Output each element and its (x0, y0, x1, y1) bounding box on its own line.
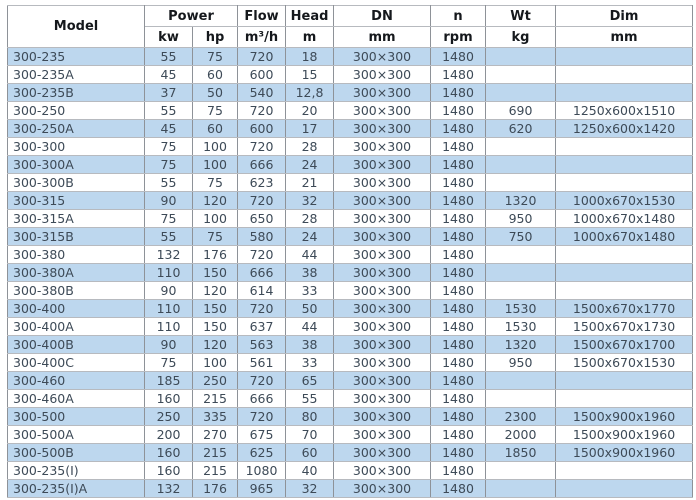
table-row (8, 444, 693, 462)
table-cell (556, 462, 693, 480)
table-cell: 120 (193, 336, 238, 354)
table-cell: 100 (193, 354, 238, 372)
table-cell: 580 (238, 228, 286, 246)
table-cell: 1480 (431, 462, 486, 480)
table-cell: 270 (193, 426, 238, 444)
table-cell: 24 (286, 156, 334, 174)
table-cell (486, 156, 556, 174)
table-cell: 100 (193, 210, 238, 228)
table-cell (486, 480, 556, 498)
table-cell: 1480 (431, 372, 486, 390)
table-cell (556, 48, 693, 66)
table-cell: 2000 (486, 426, 556, 444)
table-row (8, 300, 693, 318)
table-cell: 132 (145, 480, 193, 498)
table-cell: 250 (145, 408, 193, 426)
table-cell: 300×300 (334, 282, 431, 300)
model-cell: 300-250A (8, 120, 145, 138)
header-model: Model (8, 6, 145, 48)
table-cell: 1480 (431, 102, 486, 120)
header-unit-dim: mm (556, 27, 693, 48)
table-cell: 690 (486, 102, 556, 120)
table-row (8, 462, 693, 480)
table-cell: 90 (145, 282, 193, 300)
table-cell: 45 (145, 120, 193, 138)
table-cell: 1500x670x1770 (556, 300, 693, 318)
model-cell: 300-300A (8, 156, 145, 174)
table-row (8, 48, 693, 66)
table-cell: 300×300 (334, 426, 431, 444)
model-cell: 300-380 (8, 246, 145, 264)
table-cell: 150 (193, 300, 238, 318)
header-unit-dn: mm (334, 27, 431, 48)
table-cell: 1480 (431, 138, 486, 156)
table-row (8, 318, 693, 336)
table-cell: 300×300 (334, 300, 431, 318)
table-cell: 215 (193, 462, 238, 480)
table-cell: 75 (193, 174, 238, 192)
table-cell: 1480 (431, 444, 486, 462)
table-cell: 90 (145, 336, 193, 354)
table-cell: 1250x600x1510 (556, 102, 693, 120)
table-cell: 110 (145, 264, 193, 282)
model-cell: 300-460 (8, 372, 145, 390)
table-cell (486, 48, 556, 66)
table-cell (556, 282, 693, 300)
table-cell: 150 (193, 318, 238, 336)
table-cell: 720 (238, 48, 286, 66)
table-row (8, 336, 693, 354)
table-cell: 620 (486, 120, 556, 138)
header-flow: Flow (238, 6, 286, 27)
table-cell: 80 (286, 408, 334, 426)
table-cell (556, 390, 693, 408)
table-cell: 24 (286, 228, 334, 246)
table-cell: 176 (193, 246, 238, 264)
table-cell: 75 (193, 48, 238, 66)
table-cell (556, 138, 693, 156)
table-cell: 1530 (486, 318, 556, 336)
table-cell: 300×300 (334, 264, 431, 282)
table-cell (556, 246, 693, 264)
table-row (8, 282, 693, 300)
table-cell: 1500x900x1960 (556, 444, 693, 462)
table-cell: 300×300 (334, 174, 431, 192)
table-cell: 12,8 (286, 84, 334, 102)
table-cell: 720 (238, 300, 286, 318)
table-cell: 1850 (486, 444, 556, 462)
table-cell: 65 (286, 372, 334, 390)
table-cell: 1250x600x1420 (556, 120, 693, 138)
table-cell: 1320 (486, 336, 556, 354)
table-cell: 300×300 (334, 120, 431, 138)
table-cell: 300×300 (334, 372, 431, 390)
table-cell (486, 264, 556, 282)
table-cell (556, 84, 693, 102)
table-cell: 623 (238, 174, 286, 192)
model-cell: 300-300 (8, 138, 145, 156)
table-cell: 300×300 (334, 66, 431, 84)
table-row (8, 120, 693, 138)
model-cell: 300-380B (8, 282, 145, 300)
table-row (8, 228, 693, 246)
table-cell (486, 372, 556, 390)
table-cell: 50 (193, 84, 238, 102)
table-cell: 1480 (431, 318, 486, 336)
table-cell: 300×300 (334, 354, 431, 372)
model-cell: 300-235 (8, 48, 145, 66)
table-cell: 37 (145, 84, 193, 102)
table-cell: 60 (193, 120, 238, 138)
table-cell: 720 (238, 102, 286, 120)
table-cell: 75 (193, 228, 238, 246)
table-cell: 650 (238, 210, 286, 228)
table-cell: 600 (238, 66, 286, 84)
table-body (8, 48, 693, 498)
table-row (8, 264, 693, 282)
table-cell: 176 (193, 480, 238, 498)
table-cell: 720 (238, 138, 286, 156)
table-cell (486, 462, 556, 480)
table-cell: 32 (286, 192, 334, 210)
table-cell: 300×300 (334, 48, 431, 66)
model-cell: 300-235(I) (8, 462, 145, 480)
header-wt: Wt (486, 6, 556, 27)
table-row (8, 480, 693, 498)
model-cell: 300-500B (8, 444, 145, 462)
table-cell: 75 (193, 102, 238, 120)
header-unit-head: m (286, 27, 334, 48)
table-cell: 1480 (431, 336, 486, 354)
header-n: n (431, 6, 486, 27)
table-cell: 55 (145, 228, 193, 246)
model-cell: 300-315A (8, 210, 145, 228)
table-cell: 950 (486, 354, 556, 372)
table-cell: 300×300 (334, 102, 431, 120)
header-dn: DN (334, 6, 431, 27)
table-cell: 120 (193, 192, 238, 210)
table-cell: 300×300 (334, 192, 431, 210)
table-cell (486, 84, 556, 102)
table-cell: 1480 (431, 228, 486, 246)
table-cell: 33 (286, 282, 334, 300)
model-cell: 300-235(I)A (8, 480, 145, 498)
table-cell (486, 138, 556, 156)
table-cell: 750 (486, 228, 556, 246)
table-cell (486, 66, 556, 84)
table-cell: 1000x670x1480 (556, 210, 693, 228)
table-cell: 300×300 (334, 462, 431, 480)
table-cell: 90 (145, 192, 193, 210)
table-cell: 300×300 (334, 318, 431, 336)
table-cell: 720 (238, 408, 286, 426)
table-cell: 2300 (486, 408, 556, 426)
table-cell: 666 (238, 390, 286, 408)
table-cell: 563 (238, 336, 286, 354)
table-cell: 1480 (431, 246, 486, 264)
table-cell: 1480 (431, 120, 486, 138)
table-cell (486, 282, 556, 300)
table-cell: 1320 (486, 192, 556, 210)
table-cell: 1480 (431, 66, 486, 84)
table-cell: 1480 (431, 408, 486, 426)
table-cell: 55 (145, 48, 193, 66)
model-cell: 300-460A (8, 390, 145, 408)
table-cell: 1500x670x1700 (556, 336, 693, 354)
table-cell: 1480 (431, 354, 486, 372)
table-cell: 17 (286, 120, 334, 138)
table-cell: 15 (286, 66, 334, 84)
table-cell: 950 (486, 210, 556, 228)
model-cell: 300-300B (8, 174, 145, 192)
table-cell: 300×300 (334, 156, 431, 174)
table-cell (556, 372, 693, 390)
table-row (8, 84, 693, 102)
table-cell: 200 (145, 426, 193, 444)
table-cell: 540 (238, 84, 286, 102)
table-row (8, 210, 693, 228)
header-head: Head (286, 6, 334, 27)
table-cell: 32 (286, 480, 334, 498)
table-cell: 1500x670x1730 (556, 318, 693, 336)
table-cell: 1480 (431, 192, 486, 210)
table-cell: 300×300 (334, 408, 431, 426)
table-cell: 1480 (431, 390, 486, 408)
table-cell: 1080 (238, 462, 286, 480)
table-cell: 150 (193, 264, 238, 282)
table-row (8, 408, 693, 426)
table-row (8, 156, 693, 174)
table-cell: 75 (145, 156, 193, 174)
table-cell: 1480 (431, 84, 486, 102)
table-cell: 110 (145, 318, 193, 336)
table-cell: 561 (238, 354, 286, 372)
header-dim: Dim (556, 6, 693, 27)
table-cell: 75 (145, 210, 193, 228)
table-cell: 38 (286, 264, 334, 282)
table-row (8, 138, 693, 156)
table-cell: 720 (238, 246, 286, 264)
model-cell: 300-235A (8, 66, 145, 84)
header-unit-kw: kw (145, 27, 193, 48)
table-cell: 1480 (431, 174, 486, 192)
table-cell: 965 (238, 480, 286, 498)
table-cell (486, 390, 556, 408)
table-cell: 1480 (431, 480, 486, 498)
table-cell: 300×300 (334, 138, 431, 156)
table-cell: 1480 (431, 210, 486, 228)
table-cell: 1500x670x1530 (556, 354, 693, 372)
table-cell: 215 (193, 444, 238, 462)
table-cell: 1500x900x1960 (556, 408, 693, 426)
header-unit-flow: m³/h (238, 27, 286, 48)
table-cell: 55 (145, 102, 193, 120)
table-cell: 1480 (431, 156, 486, 174)
table-cell: 720 (238, 372, 286, 390)
table-cell: 250 (193, 372, 238, 390)
table-cell: 625 (238, 444, 286, 462)
pump-spec-table (7, 5, 693, 498)
table-cell: 1500x900x1960 (556, 426, 693, 444)
table-row (8, 192, 693, 210)
table-cell: 33 (286, 354, 334, 372)
table-cell: 1480 (431, 48, 486, 66)
table-cell: 637 (238, 318, 286, 336)
model-cell: 300-400 (8, 300, 145, 318)
header-unit-n: rpm (431, 27, 486, 48)
table-cell: 300×300 (334, 246, 431, 264)
table-cell: 160 (145, 390, 193, 408)
table-cell: 100 (193, 138, 238, 156)
table-cell: 120 (193, 282, 238, 300)
table-cell (556, 264, 693, 282)
table-row (8, 246, 693, 264)
model-cell: 300-235B (8, 84, 145, 102)
table-cell: 600 (238, 120, 286, 138)
table-cell: 1480 (431, 426, 486, 444)
table-cell (556, 66, 693, 84)
table-cell: 44 (286, 318, 334, 336)
table-cell: 38 (286, 336, 334, 354)
table-cell: 55 (286, 390, 334, 408)
model-cell: 300-400C (8, 354, 145, 372)
header-unit-wt: kg (486, 27, 556, 48)
table-cell: 300×300 (334, 480, 431, 498)
table-cell: 1480 (431, 282, 486, 300)
table-row (8, 390, 693, 408)
table-cell: 110 (145, 300, 193, 318)
header-row-names (8, 6, 693, 27)
table-cell: 300×300 (334, 444, 431, 462)
table-row (8, 426, 693, 444)
table-cell: 300×300 (334, 210, 431, 228)
table-cell (556, 480, 693, 498)
table-cell: 300×300 (334, 84, 431, 102)
table-cell: 75 (145, 354, 193, 372)
table-cell: 132 (145, 246, 193, 264)
model-cell: 300-315 (8, 192, 145, 210)
table-cell: 335 (193, 408, 238, 426)
model-cell: 300-500A (8, 426, 145, 444)
model-cell: 300-400B (8, 336, 145, 354)
table-cell: 21 (286, 174, 334, 192)
table-cell: 28 (286, 138, 334, 156)
table-cell: 75 (145, 138, 193, 156)
table-cell: 1530 (486, 300, 556, 318)
table-cell: 40 (286, 462, 334, 480)
table-cell: 20 (286, 102, 334, 120)
model-cell: 300-380A (8, 264, 145, 282)
table-cell: 300×300 (334, 390, 431, 408)
table-cell: 50 (286, 300, 334, 318)
table-cell: 300×300 (334, 228, 431, 246)
table-cell: 55 (145, 174, 193, 192)
table-cell: 666 (238, 156, 286, 174)
table-row (8, 354, 693, 372)
header-unit-hp: hp (193, 27, 238, 48)
table-cell: 160 (145, 444, 193, 462)
table-cell: 215 (193, 390, 238, 408)
table-row (8, 372, 693, 390)
table-cell: 1000x670x1480 (556, 228, 693, 246)
table-cell: 18 (286, 48, 334, 66)
table-cell: 185 (145, 372, 193, 390)
table-cell: 720 (238, 192, 286, 210)
table-cell: 1480 (431, 300, 486, 318)
table-cell: 60 (193, 66, 238, 84)
table-cell (486, 174, 556, 192)
table-row (8, 66, 693, 84)
header-power: Power (145, 6, 238, 27)
table-cell: 300×300 (334, 336, 431, 354)
table-cell (556, 174, 693, 192)
table-cell: 614 (238, 282, 286, 300)
table-cell: 1480 (431, 264, 486, 282)
table-cell: 1000x670x1530 (556, 192, 693, 210)
table-cell: 100 (193, 156, 238, 174)
model-cell: 300-500 (8, 408, 145, 426)
table-cell: 45 (145, 66, 193, 84)
table-cell: 44 (286, 246, 334, 264)
table-cell (556, 156, 693, 174)
table-cell (486, 246, 556, 264)
model-cell: 300-315B (8, 228, 145, 246)
model-cell: 300-400A (8, 318, 145, 336)
table-cell: 666 (238, 264, 286, 282)
model-cell: 300-250 (8, 102, 145, 120)
table-cell: 160 (145, 462, 193, 480)
table-cell: 70 (286, 426, 334, 444)
table-header (8, 6, 693, 48)
table-cell: 675 (238, 426, 286, 444)
table-row (8, 174, 693, 192)
table-cell: 28 (286, 210, 334, 228)
table-cell: 60 (286, 444, 334, 462)
table-row (8, 102, 693, 120)
